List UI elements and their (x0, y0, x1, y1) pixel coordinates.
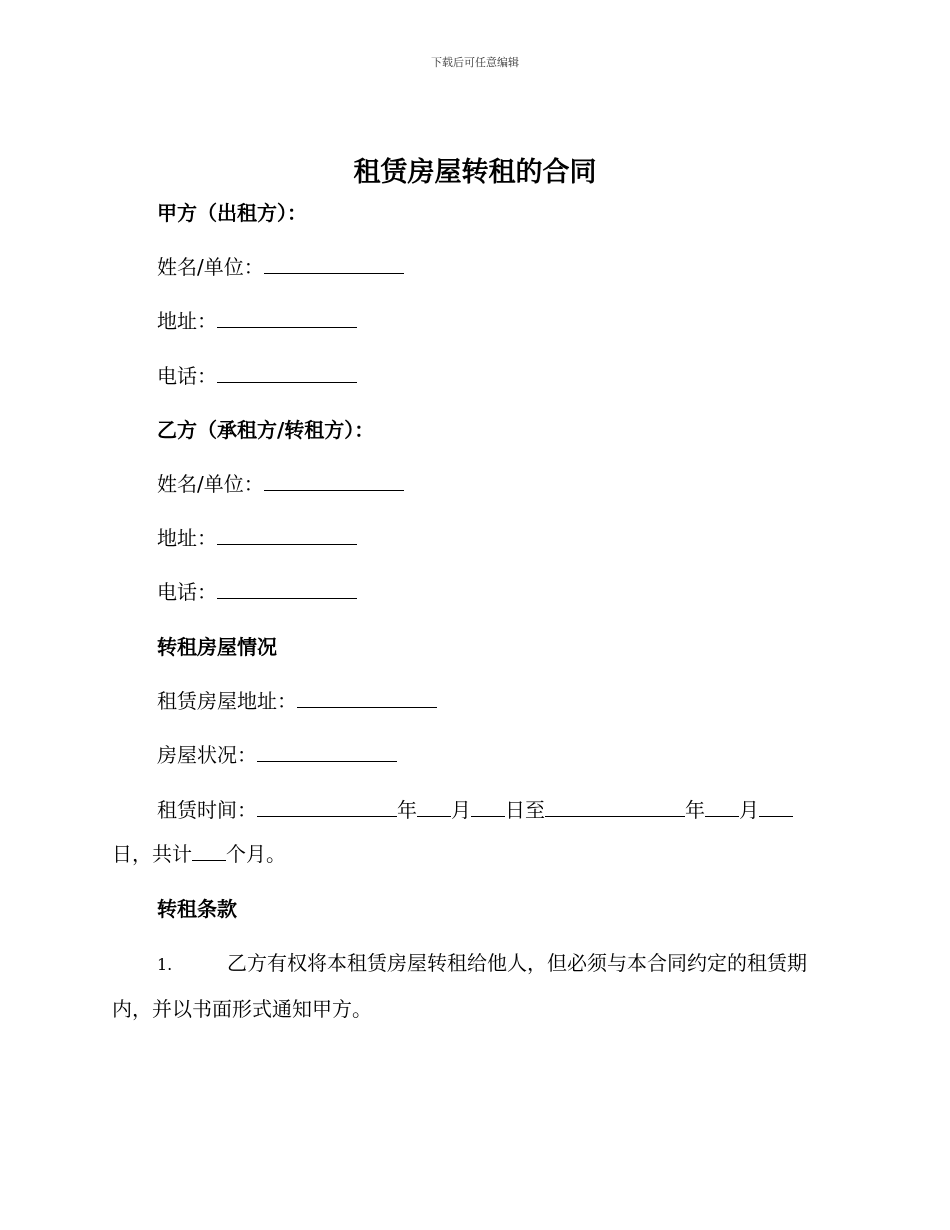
end-year-label: 年 (685, 798, 705, 822)
property-heading: 转租房屋情况 (157, 635, 277, 659)
party-b-address-row (157, 524, 357, 552)
party-b-name-label: 姓名/单位： (157, 472, 264, 496)
party-b-phone-label: 电话： (157, 580, 217, 604)
start-year-label: 年 (397, 798, 417, 822)
term-item-number: 1. (157, 955, 173, 974)
end-day-field[interactable] (759, 796, 793, 817)
party-b-name-row (157, 470, 404, 498)
party-a-phone-label: 电话： (157, 364, 217, 388)
party-a-phone-row (157, 362, 357, 390)
document-title: 租赁房屋转租的合同 (353, 157, 597, 188)
property-address-field[interactable] (297, 687, 437, 708)
start-month-label: 月 (451, 798, 471, 822)
lease-total-row (112, 840, 286, 868)
party-b-name-field[interactable] (264, 470, 404, 491)
party-b-address-field[interactable] (217, 524, 357, 545)
party-b-phone-field[interactable] (217, 578, 357, 599)
party-a-name-field[interactable] (264, 253, 404, 274)
end-month-label: 月 (739, 798, 759, 822)
property-address-row (157, 687, 437, 715)
property-status-field[interactable] (257, 741, 397, 762)
lease-period-row (157, 796, 793, 824)
party-b-phone-row (157, 578, 357, 606)
day-total-label: 日，共计 (112, 842, 192, 866)
terms-heading: 转租条款 (157, 897, 237, 921)
term-item-text: 乙方有权将本租赁房屋转租给他人，但必须与本合同约定的租赁期内，并以书面形式通知甲方。 (112, 951, 807, 1021)
property-address-label: 租赁房屋地址： (157, 689, 297, 713)
start-year-field[interactable] (257, 796, 397, 817)
start-month-field[interactable] (417, 796, 451, 817)
lease-period-label: 租赁时间： (157, 798, 257, 822)
header-note: 下载后可任意编辑 (431, 56, 519, 69)
term-item-1 (112, 941, 842, 1032)
party-b-heading: 乙方（承租方/转租方）： (157, 418, 375, 442)
party-b-address-label: 地址： (157, 526, 217, 550)
party-a-address-field[interactable] (217, 307, 357, 328)
party-a-address-label: 地址： (157, 309, 217, 333)
property-status-label: 房屋状况： (157, 743, 257, 767)
end-month-field[interactable] (705, 796, 739, 817)
months-suffix-label: 个月。 (226, 842, 286, 866)
property-status-row (157, 741, 397, 769)
party-a-address-row (157, 307, 357, 335)
total-months-field[interactable] (192, 840, 226, 861)
party-a-name-row (157, 253, 404, 281)
party-a-phone-field[interactable] (217, 362, 357, 383)
end-year-field[interactable] (545, 796, 685, 817)
party-a-heading: 甲方（出租方）： (157, 201, 307, 225)
day-to-label: 日至 (505, 798, 545, 822)
start-day-field[interactable] (471, 796, 505, 817)
party-a-name-label: 姓名/单位： (157, 255, 264, 279)
